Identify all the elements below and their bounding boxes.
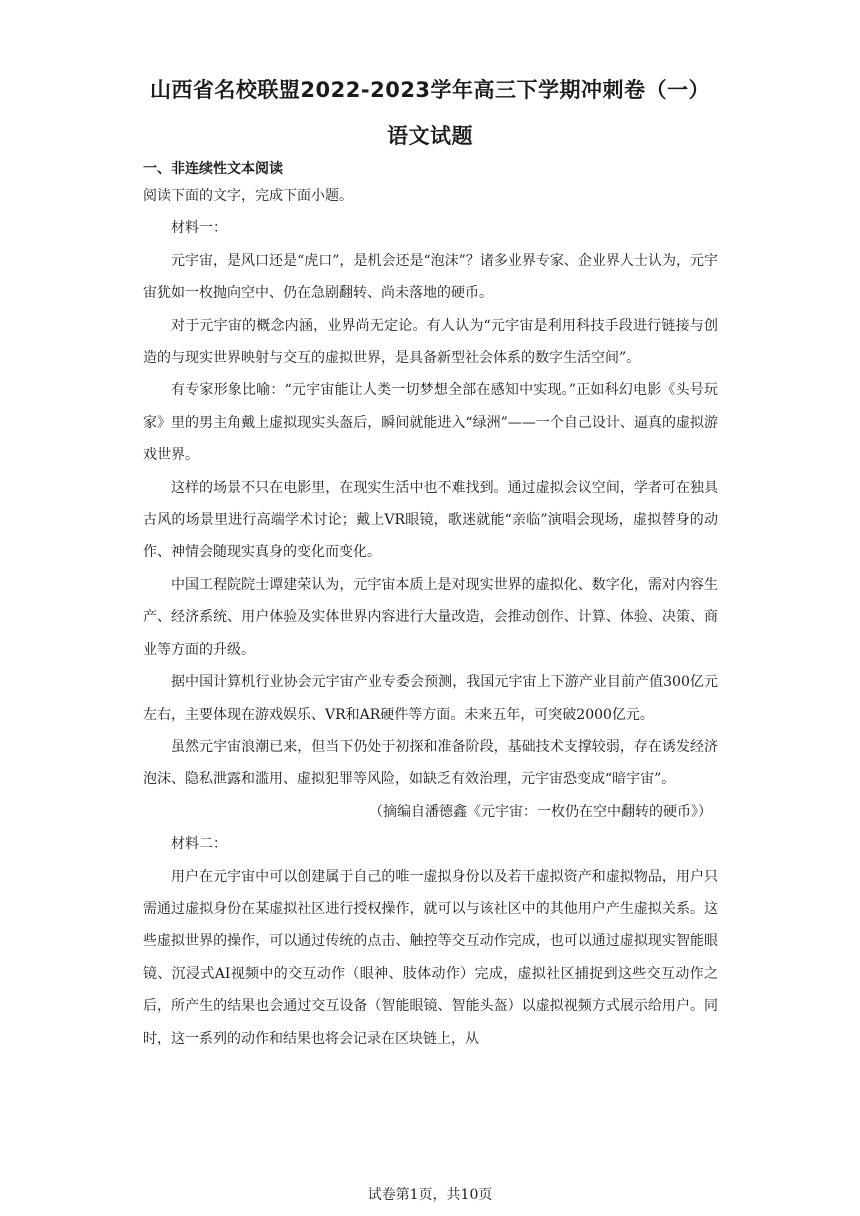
- document-body: [143, 180, 718, 1055]
- exam-subject-title: 语文试题: [387, 124, 473, 148]
- section-heading: 一、非连续性文本阅读: [143, 161, 283, 177]
- source-citation: （摘编自潘德鑫《元宇宙：一枚仍在空中翻转的硬币》）: [369, 803, 712, 820]
- material-2-label: 材料二：: [171, 836, 227, 853]
- paragraph: 用户在元宇宙中可以创建属于自己的唯一虚拟身份以及若干虚拟资产和虚拟物品，用户只需通过虚拟身份在某虚拟社区进行授权操作，就可以与该社区中的其他用户产生虚拟关系。这些虚拟世界的操作，可以通过传统的点击、触控等交互动作完成，也可以通过虚拟现实智能眼镜、沉浸式AI视频中的交互动作（眼神、肢体动作）完成，虚拟社区捕捉到这些交互动作之后，所产生的结果也会通过交互设备（智能眼镜、智能头盔）以虚拟视频方式展示给用户。同时，这一系列的动作和结果也将会记录在区块链上，从: [143, 868, 718, 1047]
- exam-title: 山西省名校联盟2022-2023学年高三下学期冲刺卷（一）: [149, 78, 711, 102]
- paragraph: 有专家形象比喻：“元宇宙能让人类一切梦想全部在感知中实现。”正如科幻电影《头号玩家》里的男主角戴上虚拟现实头盔后，瞬间就能进入“绿洲”——一个自己设计、逼真的虚拟游戏世界。: [143, 382, 718, 464]
- paragraph: 虽然元宇宙浪潮已来，但当下仍处于初探和准备阶段，基础技术支撑较弱，存在诱发经济泡沫、隐私泄露和滥用、虚拟犯罪等风险，如缺乏有效治理，元宇宙恐变成“暗宇宙”。: [143, 738, 718, 788]
- paragraph: 元宇宙，是风口还是“虎口”，是机会还是“泡沫”？诸多业界专家、企业界人士认为，元宇宙犹如一枚抛向空中、仍在急剧翻转、尚未落地的硬币。: [143, 252, 718, 302]
- material-1-label: 材料一：: [171, 220, 227, 237]
- paragraph: 这样的场景不只在电影里，在现实生活中也不难找到。通过虚拟会议空间，学者可在独具古风的场景里进行高端学术讨论；戴上VR眼镜，歌迷就能“亲临”演唱会现场，虚拟替身的动作、神情会随现实真身的变化而变化。: [143, 479, 718, 561]
- paragraph: 对于元宇宙的概念内涵，业界尚无定论。有人认为“元宇宙是利用科技手段进行链接与创造的与现实世界映射与交互的虚拟世界，是具备新型社会体系的数字生活空间”。: [143, 317, 718, 367]
- paragraph: 中国工程院院士谭建荣认为，元宇宙本质上是对现实世界的虚拟化、数字化，需对内容生产、经济系统、用户体验及实体世界内容进行大量改造，会推动创作、计算、体验、决策、商业等方面的升级。: [143, 576, 718, 658]
- paragraph: 据中国计算机行业协会元宇宙产业专委会预测，我国元宇宙上下游产业目前产值300亿元左右，主要体现在游戏娱乐、VR和AR硬件等方面。未来五年，可突破2000亿元。: [143, 674, 718, 723]
- page-footer: 试卷第1页，共10页: [367, 1187, 493, 1203]
- instruction-text: 阅读下面的文字，完成下面小题。: [143, 188, 353, 204]
